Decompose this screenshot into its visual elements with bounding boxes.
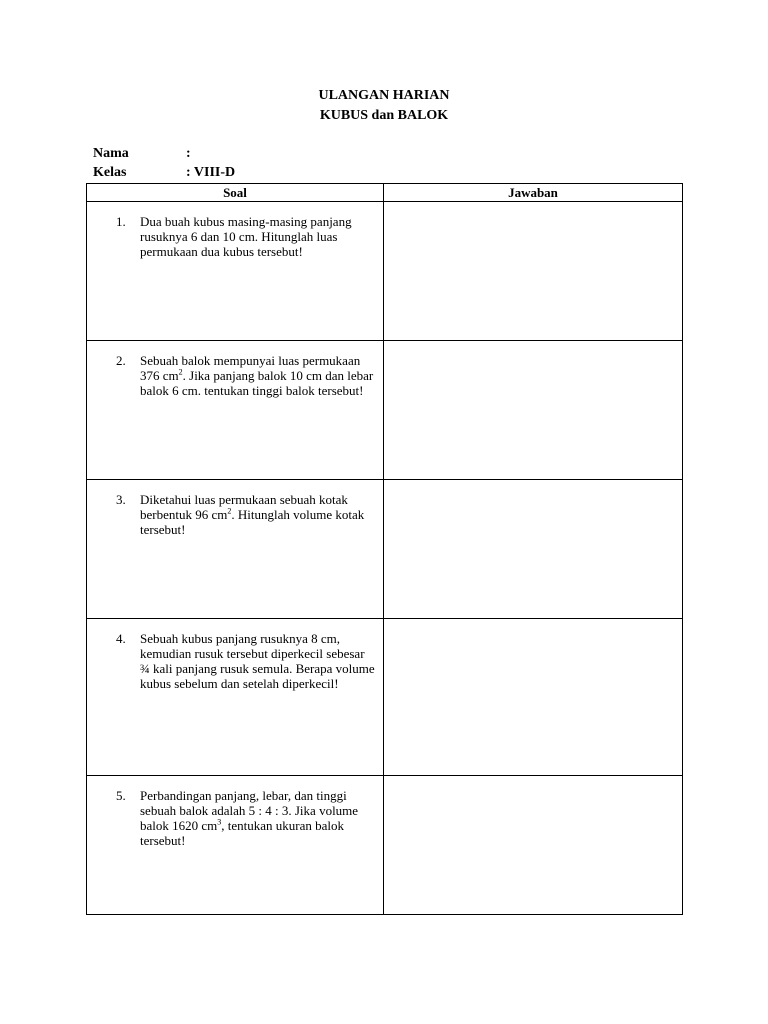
question-number: 5. <box>116 788 126 803</box>
answer-cell[interactable] <box>384 341 683 480</box>
table-row <box>87 341 683 480</box>
question-table <box>86 183 683 915</box>
table-header-row <box>87 184 683 202</box>
question-number: 1. <box>116 214 126 229</box>
question-cell <box>87 202 384 341</box>
kelas-field <box>93 165 235 181</box>
table-row <box>87 202 683 341</box>
answer-cell[interactable] <box>384 202 683 341</box>
question-number: 4. <box>116 631 126 646</box>
kelas-value: : VIII-D <box>186 165 236 180</box>
nama-value: : <box>186 146 191 161</box>
question-cell <box>87 776 384 915</box>
nama-label: Nama <box>93 146 129 161</box>
table-row <box>87 619 683 776</box>
question-cell <box>87 619 384 776</box>
page-subtitle: KUBUS dan BALOK <box>319 108 449 123</box>
answer-cell[interactable] <box>384 776 683 915</box>
nama-field <box>93 146 191 162</box>
question-text: Perbandingan panjang, lebar, dan tinggi sebuah balok adalah 5 : 4 : 3. Jika volume balok 1620 $cm^3$, tentukan ukuran balok tersebut! <box>140 788 359 848</box>
question-cell <box>87 341 384 480</box>
question-cell <box>87 480 384 619</box>
question-text: Sebuah balok mempunyai luas permukaan 376 $cm^2$. Jika panjang balok 10 cm dan lebar balok 6 cm. tentukan tinggi balok tersebut! <box>140 353 374 398</box>
table-row <box>87 776 683 915</box>
column-header-soal: Soal <box>87 184 384 202</box>
question-text: Diketahui luas permukaan sebuah kotak berbentuk 96 $cm^2$. Hitunglah volume kotak tersebut! <box>140 492 365 537</box>
table-row <box>87 480 683 619</box>
question-number: 2. <box>116 353 126 368</box>
answer-cell[interactable] <box>384 619 683 776</box>
question-text: Dua buah kubus masing-masing panjang rusuknya 6 dan 10 cm. Hitunglah luas permukaan dua kubus tersebut! <box>140 214 352 259</box>
question-number: 3. <box>116 492 126 507</box>
column-header-jawaban: Jawaban <box>384 184 683 202</box>
kelas-label: Kelas <box>93 165 127 180</box>
answer-cell[interactable] <box>384 480 683 619</box>
page-title: ULANGAN HARIAN <box>318 88 450 103</box>
question-text: Sebuah kubus panjang rusuknya 8 cm, kemudian rusuk tersebut diperkecil sebesar ¾ kali panjang rusuk semula. Berapa volume kubus sebelum dan setelah diperkecil! <box>140 631 375 691</box>
